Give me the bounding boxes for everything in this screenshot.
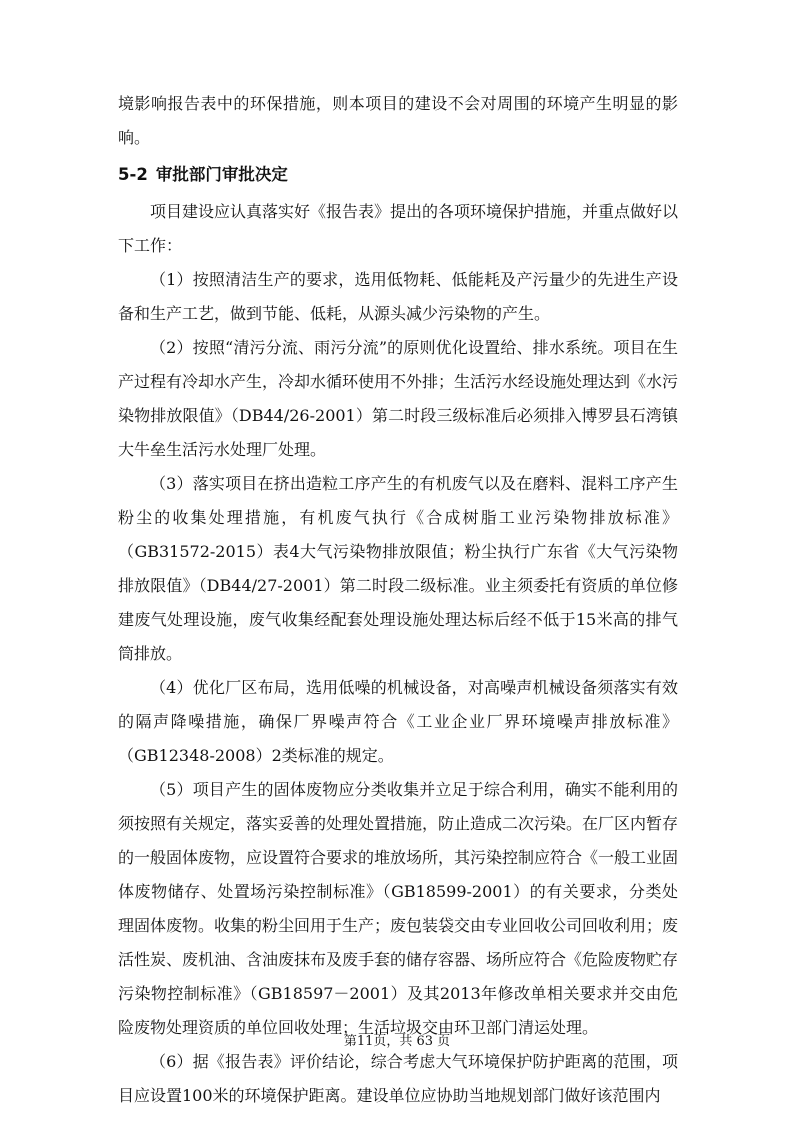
- document-body: [118, 87, 678, 1113]
- section-heading: [118, 155, 678, 195]
- section-title: 审批部门审批决定: [155, 165, 288, 184]
- section-number: 5-2: [118, 165, 148, 184]
- item-1-paragraph: （1）按照清洁生产的要求，选用低物耗、低能耗及产污量少的先进生产设备和生产工艺，做到节能、低耗，从源头减少污染物的产生。: [118, 270, 678, 323]
- item-2-paragraph: （2）按照“清污分流、雨污分流”的原则优化设置给、排水系统。项目在生产过程有冷却水产生，冷却水循环使用不外排；生活污水经设施处理达到《水污染物排放限值》（DB44/26-2001）第二时段三级标准后必须排入博罗县石湾镇大牛垒生活污水处理厂处理。: [118, 338, 679, 459]
- item-6-paragraph: （6）据《报告表》评价结论，综合考虑大气环境保护防护距离的范围，项目应设置100米的环境保护距离。建设单位应协助当地规划部门做好该范围内: [118, 1052, 678, 1105]
- intro-paragraph: 项目建设应认真落实好《报告表》提出的各项环境保护措施，并重点做好以下工作：: [118, 202, 679, 255]
- continuation-paragraph: 境影响报告表中的环保措施，则本项目的建设不会对周围的环境产生明显的影响。: [118, 94, 678, 147]
- page-footer: 第11页，共 63 页: [343, 1034, 451, 1049]
- item-3-paragraph: （3）落实项目在挤出造粒工序产生的有机废气以及在磨料、混料工序产生粉尘的收集处理措施，有机废气执行《合成树脂工业污染物排放标准》（GB31572-2015）表4大气污染物排放限值；粉尘执行广东省《大气污染物排放限值》（DB44/27-2001）第二时段二级标准。业主须委托有资质的单位修建废气处理设施，废气收集经配套处理设施处理达标后经不低于15米高的排气筒排放。: [118, 474, 678, 663]
- item-5-paragraph: （5）项目产生的固体废物应分类收集并立足于综合利用，确实不能利用的须按照有关规定，落实妥善的处理处置措施，防止造成二次污染。在厂区内暂存的一般固体废物，应设置符合要求的堆放场所，其污染控制应符合《一般工业固体废物储存、处置场污染控制标准》（GB18599-2001）的有关要求，分类处理固体废物。收集的粉尘回用于生产；废包装袋交由专业回收公司回收利用；废活性炭、废机油、含油废抹布及废手套的储存容器、场所应符合《危险废物贮存污染物控制标准》（GB18597－2001）及其2013年修改单相关要求并交由危险废物处理资质的单位回收处理；生活垃圾交由环卫部门清运处理。: [118, 780, 679, 1037]
- item-4-paragraph: （4）优化厂区布局，选用低噪的机械设备，对高噪声机械设备须落实有效的隔声降噪措施，确保厂界噪声符合《工业企业厂界环境噪声排放标准》（GB12348-2008）2类标准的规定。: [118, 678, 678, 765]
